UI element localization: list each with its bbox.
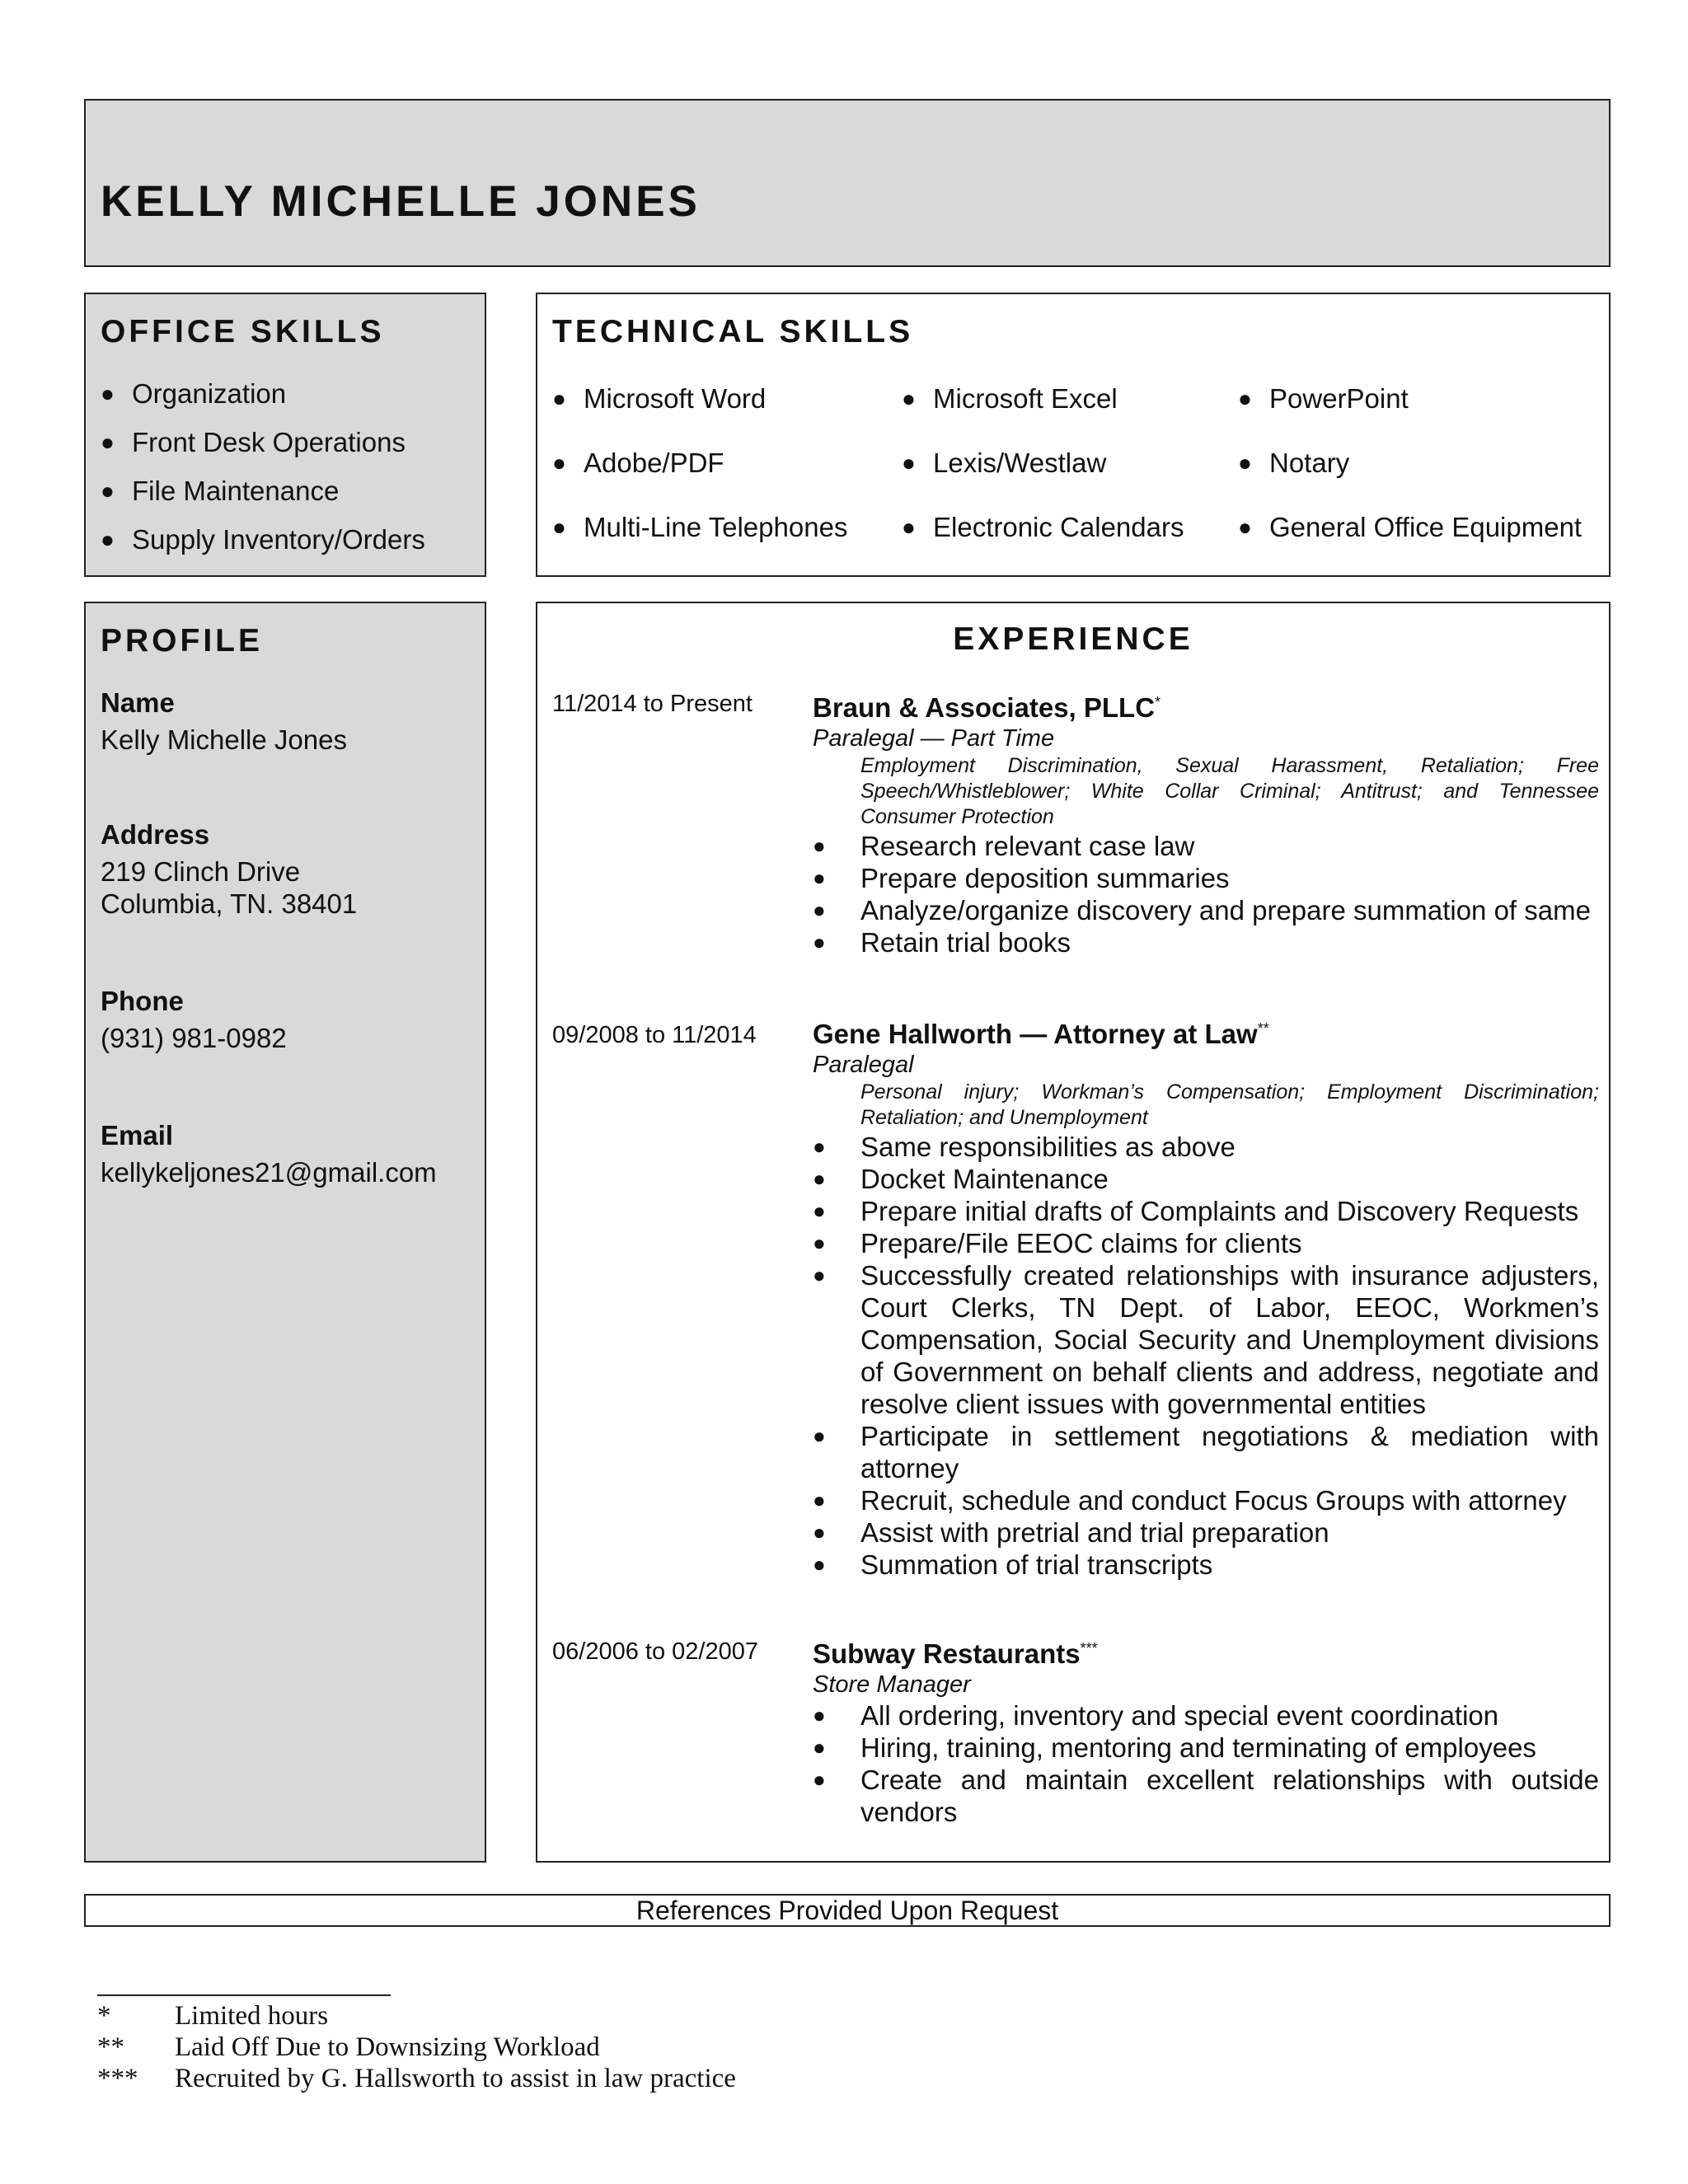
- name-label: Name: [101, 687, 175, 718]
- bullet-icon: ●: [1238, 514, 1252, 540]
- technical-skills-row: [552, 383, 1601, 448]
- job-practice-areas: Personal injury; Workman’s Compensation; Employment Discrimination; Retaliation; and Unemployment: [860, 1080, 1599, 1129]
- bullet-icon: ●: [813, 930, 826, 954]
- job-duty: ● All ordering, inventory and special event coordination: [813, 1700, 1499, 1731]
- job-practice-areas: Employment Discrimination, Sexual Harassment, Retaliation; Free Speech/Whistleblower; White Collar Criminal; Antitrust; and Tennessee Consumer Protection: [860, 754, 1599, 828]
- bullet-icon: ●: [101, 429, 115, 455]
- candidate-name: KELLY MICHELLE JONES: [101, 177, 701, 226]
- bullet-icon: ●: [813, 898, 826, 922]
- footnote: [97, 2000, 736, 2032]
- bullet-icon: ●: [1238, 450, 1252, 476]
- footnotes: [97, 2000, 736, 2094]
- job-duty: ● Prepare initial drafts of Complaints and Discovery Requests: [813, 1196, 1579, 1226]
- technical-skill-item: ● Electronic Calendars: [902, 512, 1238, 576]
- bullet-icon: ●: [813, 1488, 826, 1512]
- job-duties: [813, 830, 1599, 958]
- name-value: Kelly Michelle Jones: [101, 724, 347, 755]
- job-duty: ● Docket Maintenance: [813, 1164, 1109, 1194]
- bullet-icon: ●: [813, 1767, 826, 1792]
- bullet-icon: ●: [813, 1230, 826, 1255]
- technical-skills-row: [552, 448, 1601, 512]
- email-value: kellykeljones21@gmail.com: [101, 1157, 437, 1188]
- technical-skills-title: TECHNICAL SKILLS: [552, 314, 914, 349]
- address-label: Address: [101, 819, 210, 850]
- footnote-text: Recruited by G. Hallsworth to assist in law practice: [175, 2063, 736, 2093]
- technical-skill-item: ● Microsoft Excel: [902, 383, 1238, 448]
- footnote-marker: **: [1257, 1020, 1269, 1037]
- technical-skill-item: ● Microsoft Word: [552, 383, 902, 448]
- footnote-mark: **: [97, 2032, 124, 2062]
- phone-value: (931) 981-0982: [101, 1023, 287, 1053]
- bullet-icon: ●: [813, 1198, 826, 1223]
- office-skills-section: [84, 293, 486, 577]
- job-duty: ● Hiring, training, mentoring and terminating of employees: [813, 1732, 1536, 1763]
- job-duty: ● Recruit, schedule and conduct Focus Groups with attorney: [813, 1485, 1567, 1516]
- office-skills-list: [101, 378, 425, 573]
- job-date: 06/2006 to 02/2007: [552, 1638, 758, 1665]
- office-skill-item: ● Front Desk Operations: [101, 427, 406, 457]
- bullet-icon: ●: [813, 1263, 826, 1287]
- technical-skill-item: ● PowerPoint: [1238, 383, 1601, 448]
- footnote-text: Limited hours: [175, 2000, 329, 2031]
- bullet-icon: ●: [813, 1552, 826, 1577]
- references-note: References Provided Upon Request: [84, 1894, 1611, 1927]
- profile-title: PROFILE: [101, 623, 264, 658]
- bullet-icon: ●: [813, 1134, 826, 1159]
- footnote: [97, 2032, 736, 2063]
- footnote-text: Laid Off Due to Downsizing Workload: [175, 2032, 600, 2062]
- footnote-marker: ***: [1080, 1640, 1098, 1657]
- phone-label: Phone: [101, 986, 184, 1016]
- job-company: Subway Restaurants***: [813, 1638, 1098, 1669]
- email-label: Email: [101, 1120, 174, 1151]
- experience-title: EXPERIENCE: [953, 621, 1193, 657]
- bullet-icon: ●: [813, 1703, 826, 1727]
- job-duty: ● Analyze/organize discovery and prepare summation of same: [813, 895, 1591, 926]
- bullet-icon: ●: [813, 1423, 826, 1448]
- bullet-icon: ●: [101, 527, 115, 552]
- bullet-icon: ●: [101, 381, 115, 406]
- job-duties: [813, 1699, 1599, 1828]
- office-skill-item: ● Supply Inventory/Orders: [101, 524, 425, 555]
- job-duty: ● Create and maintain excellent relationships with outside vendors: [813, 1765, 1599, 1827]
- bullet-icon: ●: [813, 865, 826, 890]
- technical-skills-row: [552, 512, 1601, 576]
- job-date: 11/2014 to Present: [552, 691, 753, 717]
- technical-skill-item: ● Lexis/Westlaw: [902, 448, 1238, 512]
- job-duty: ● Research relevant case law: [813, 831, 1195, 861]
- job-date: 09/2008 to 11/2014: [552, 1022, 757, 1048]
- name-header: [84, 99, 1611, 267]
- job-duty: ● Successfully created relationships with insurance adjusters, Court Clerks, TN Dept. of Labor, EEOC, Workmen’s Compensation, Social Security and Unemployment divisions of Government on behalf clients and address, negotiate and resolve client issues with governmental entities: [813, 1260, 1599, 1419]
- address-line-2: Columbia, TN. 38401: [101, 888, 358, 919]
- technical-skills-section: [536, 293, 1611, 577]
- job-duty: ● Prepare deposition summaries: [813, 863, 1230, 893]
- office-skills-title: OFFICE SKILLS: [101, 314, 385, 349]
- office-skill-item: ● Organization: [101, 378, 287, 409]
- job-role: Store Manager: [813, 1671, 971, 1698]
- bullet-icon: ●: [902, 386, 916, 411]
- footnote-marker: *: [1155, 694, 1161, 710]
- technical-skill-item: ● General Office Equipment: [1238, 512, 1601, 576]
- job-company: Braun & Associates, PLLC*: [813, 692, 1161, 723]
- footnote-divider: [97, 1994, 391, 1996]
- bullet-icon: ●: [552, 386, 566, 411]
- job-role: Paralegal — Part Time: [813, 725, 1055, 752]
- bullet-icon: ●: [813, 833, 826, 858]
- job-duty: ● Assist with pretrial and trial preparation: [813, 1517, 1329, 1548]
- bullet-icon: ●: [552, 514, 566, 540]
- technical-skill-item: ● Multi-Line Telephones: [552, 512, 902, 576]
- technical-skill-item: ● Adobe/PDF: [552, 448, 902, 512]
- bullet-icon: ●: [101, 478, 115, 504]
- bullet-icon: ●: [1238, 386, 1252, 411]
- technical-skill-item: ● Notary: [1238, 448, 1601, 512]
- experience-section: [536, 602, 1611, 1863]
- bullet-icon: ●: [813, 1735, 826, 1760]
- profile-section: [84, 602, 486, 1863]
- bullet-icon: ●: [552, 450, 566, 476]
- job-duty: ● Participate in settlement negotiations & mediation with attorney: [813, 1421, 1599, 1483]
- footnote-mark: *: [97, 2000, 111, 2031]
- bullet-icon: ●: [902, 514, 916, 540]
- bullet-icon: ●: [902, 450, 916, 476]
- job-duties: [813, 1131, 1599, 1581]
- job-company: Gene Hallworth — Attorney at Law**: [813, 1019, 1269, 1049]
- address-line-1: 219 Clinch Drive: [101, 856, 301, 887]
- job-duty: ● Summation of trial transcripts: [813, 1549, 1213, 1580]
- bullet-icon: ●: [813, 1520, 826, 1544]
- job-duty: ● Prepare/File EEOC claims for clients: [813, 1228, 1302, 1258]
- job-duty: ● Retain trial books: [813, 927, 1071, 958]
- technical-skills-grid: [552, 383, 1601, 576]
- job-role: Paralegal: [813, 1052, 914, 1078]
- footnote: [97, 2063, 736, 2094]
- bullet-icon: ●: [813, 1166, 826, 1191]
- footnote-mark: ***: [97, 2063, 138, 2093]
- office-skill-item: ● File Maintenance: [101, 476, 340, 506]
- job-duty: ● Same responsibilities as above: [813, 1132, 1236, 1162]
